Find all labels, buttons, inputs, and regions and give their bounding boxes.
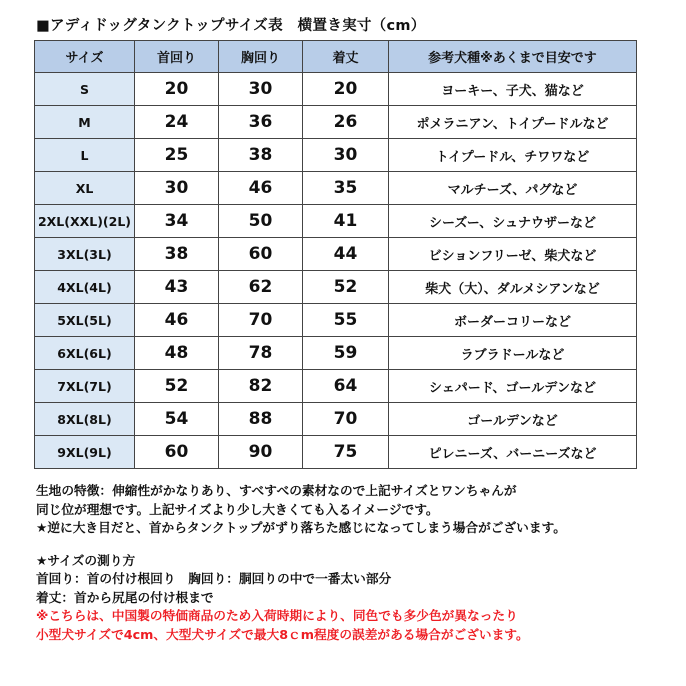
breed-cell: ラブラドールなど [389,337,637,370]
neck-cell: 60 [135,436,219,469]
table-row [35,436,637,469]
length-cell: 70 [303,403,389,436]
size-cell: M [35,106,135,139]
chest-cell: 30 [219,73,303,106]
table-row [35,271,637,304]
table-header-row [35,41,637,73]
length-cell: 55 [303,304,389,337]
title-square-icon: ■ [36,18,50,34]
breed-cell: ゴールデンなど [389,403,637,436]
color-warning-line: 小型犬サイズで4cm、大型犬サイズで最大8ｃm程度の誤差がある場合がございます。 [36,626,529,642]
length-cell: 59 [303,337,389,370]
notes-section [36,482,566,644]
chest-cell: 46 [219,172,303,205]
header-breeds: 参考犬種※あくまで目安です [389,41,637,73]
measure-line: 着丈：首から尻尾の付け根まで [36,589,214,605]
chest-cell: 78 [219,337,303,370]
table-row [35,172,637,205]
measure-line: 首回り：首の付け根回り 胸回り：胴回りの中で一番太い部分 [36,571,392,586]
neck-cell: 48 [135,337,219,370]
size-cell: 9XL(9L) [35,436,135,469]
length-cell: 75 [303,436,389,469]
size-cell: 4XL(4L) [35,271,135,304]
header-length: 着丈 [303,41,389,73]
chest-cell: 62 [219,271,303,304]
breed-cell: ピレニーズ、バーニーズなど [389,436,637,469]
table-body [35,73,637,469]
breed-cell: ポメラニアン、トイプードルなど [389,106,637,139]
neck-cell: 38 [135,238,219,271]
breed-cell: シーズー、シュナウザーなど [389,205,637,238]
chest-cell: 36 [219,106,303,139]
table-row [35,238,637,271]
size-cell: XL [35,172,135,205]
chest-cell: 38 [219,139,303,172]
neck-cell: 54 [135,403,219,436]
size-cell: 3XL(3L) [35,238,135,271]
breed-cell: マルチーズ、パグなど [389,172,637,205]
size-table [34,40,637,469]
chest-cell: 50 [219,205,303,238]
length-cell: 41 [303,205,389,238]
table-row [35,337,637,370]
size-cell: S [35,73,135,106]
chest-cell: 60 [219,238,303,271]
measure-title: ★サイズの測り方 [36,552,136,568]
neck-cell: 34 [135,205,219,238]
fabric-note-line: 生地の特徴：伸縮性がかなりあり、すべすべの素材なので上記サイズとワンちゃんが [36,483,517,498]
table-row [35,403,637,436]
neck-cell: 24 [135,106,219,139]
breed-cell: ビションフリーゼ、柴犬など [389,238,637,271]
table-row [35,304,637,337]
table-row [35,370,637,403]
chest-cell: 70 [219,304,303,337]
length-cell: 52 [303,271,389,304]
length-cell: 35 [303,172,389,205]
page-title [36,14,426,35]
length-cell: 20 [303,73,389,106]
length-cell: 30 [303,139,389,172]
title-text: アディドッグタンクトップサイズ表 横置き実寸（cm） [50,18,426,34]
neck-cell: 43 [135,271,219,304]
chest-cell: 82 [219,370,303,403]
breed-cell: ボーダーコリーなど [389,304,637,337]
chest-cell: 88 [219,403,303,436]
neck-cell: 46 [135,304,219,337]
size-cell: 6XL(6L) [35,337,135,370]
length-cell: 64 [303,370,389,403]
fabric-warning-line: ★逆に大き目だと、首からタンクトップがずり落ちた感じになってしまう場合がございます。 [36,520,566,535]
neck-cell: 30 [135,172,219,205]
neck-cell: 20 [135,73,219,106]
color-warning-line: ※こちらは、中国製の特価商品のため入荷時期により、同色でも多少色が異なったり [36,608,518,623]
table-row [35,106,637,139]
header-neck: 首回り [135,41,219,73]
size-cell: 5XL(5L) [35,304,135,337]
header-chest: 胸回り [219,41,303,73]
size-cell: 8XL(8L) [35,403,135,436]
neck-cell: 52 [135,370,219,403]
size-cell: 2XL(XXL)(2L) [35,205,135,238]
fabric-note-line: 同じ位が理想です。上記サイズより少し大きくても入るイメージです。 [36,501,439,517]
table-row [35,205,637,238]
chest-cell: 90 [219,436,303,469]
table-row [35,139,637,172]
breed-cell: トイプードル、チワワなど [389,139,637,172]
breed-cell: シェパード、ゴールデンなど [389,370,637,403]
size-cell: 7XL(7L) [35,370,135,403]
table-row [35,73,637,106]
breed-cell: 柴犬（大）、ダルメシアンなど [389,271,637,304]
length-cell: 44 [303,238,389,271]
breed-cell: ヨーキー、子犬、猫など [389,73,637,106]
length-cell: 26 [303,106,389,139]
size-cell: L [35,139,135,172]
header-size: サイズ [35,41,135,73]
neck-cell: 25 [135,139,219,172]
